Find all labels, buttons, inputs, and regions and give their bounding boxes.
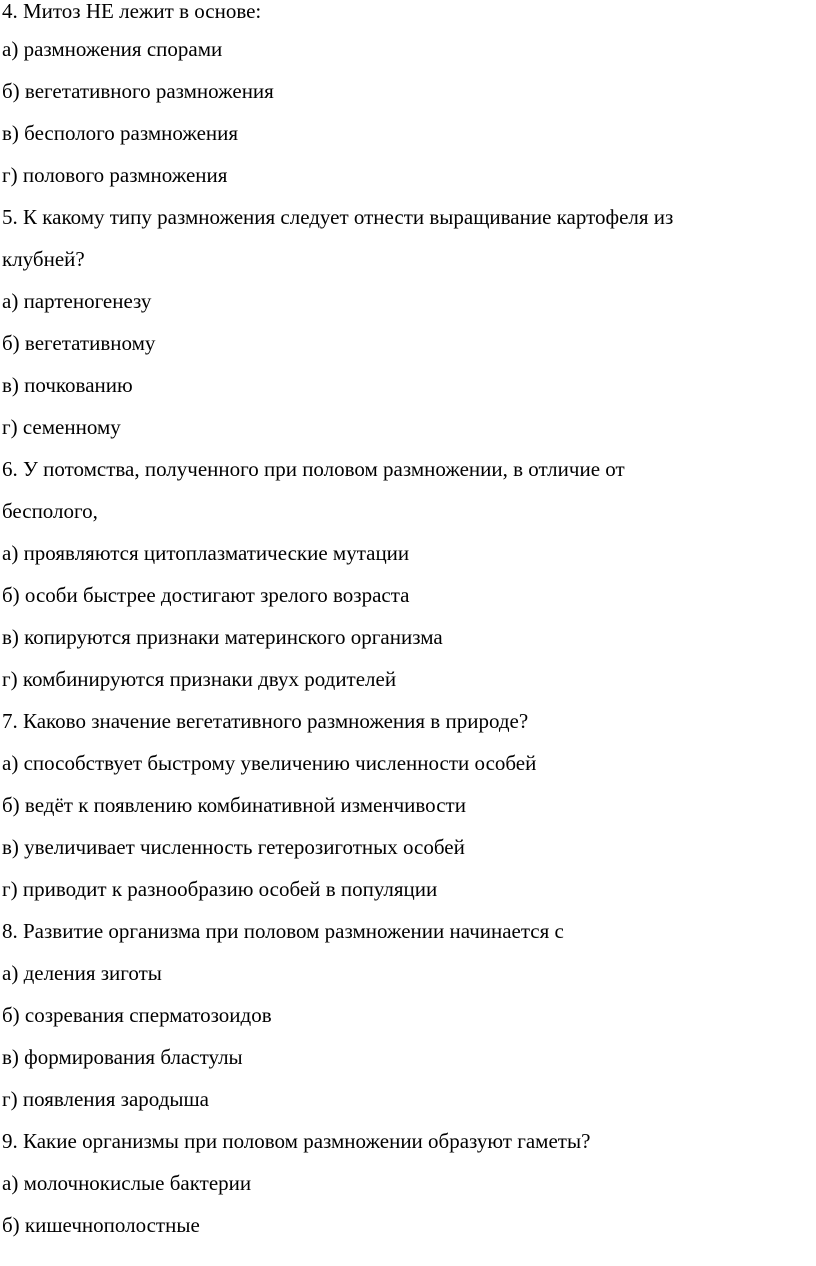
- question-7-option-a: а) способствует быстрому увеличению численности особей: [2, 751, 537, 775]
- question-8-text: 8. Развитие организма при половом размножении начинается с: [2, 919, 564, 943]
- question-6-option-d: г) комбинируются признаки двух родителей: [2, 667, 397, 691]
- question-6-option-c: в) копируются признаки материнского организма: [2, 625, 443, 649]
- question-9-option-b: б) кишечнополостные: [2, 1213, 200, 1237]
- question-4-option-a: а) размножения спорами: [2, 37, 223, 61]
- question-5-option-c: в) почкованию: [2, 373, 133, 397]
- question-4-text: 4. Митоз НЕ лежит в основе:: [2, 0, 262, 23]
- question-5-option-d: г) семенному: [2, 415, 121, 439]
- question-4-option-b: б) вегетативного размножения: [2, 79, 274, 103]
- question-8-option-a: а) деления зиготы: [2, 961, 162, 985]
- question-6-option-b: б) особи быстрее достигают зрелого возраста: [2, 583, 410, 607]
- question-5-option-b: б) вегетативному: [2, 331, 156, 355]
- question-4-option-c: в) бесполого размножения: [2, 121, 239, 145]
- question-6-text-continued: бесполого,: [2, 499, 98, 523]
- question-7-option-d: г) приводит к разнообразию особей в популяции: [2, 877, 438, 901]
- question-6-text: 6. У потомства, полученного при половом размножении, в отличие от: [2, 457, 625, 481]
- question-8-option-d: г) появления зародыша: [2, 1087, 209, 1111]
- question-9-option-a: а) молочнокислые бактерии: [2, 1171, 252, 1195]
- question-5-text-continued: клубней?: [2, 247, 85, 271]
- question-9-text: 9. Какие организмы при половом размножении образуют гаметы?: [2, 1129, 591, 1153]
- question-7-option-c: в) увеличивает численность гетерозиготных особей: [2, 835, 465, 859]
- question-8-option-b: б) созревания сперматозоидов: [2, 1003, 272, 1027]
- question-8-option-c: в) формирования бластулы: [2, 1045, 243, 1069]
- question-7-text: 7. Каково значение вегетативного размножения в природе?: [2, 709, 529, 733]
- question-5-option-a: а) партеногенезу: [2, 289, 152, 313]
- question-7-option-b: б) ведёт к появлению комбинативной изменчивости: [2, 793, 466, 817]
- question-6-option-a: а) проявляются цитоплазматические мутации: [2, 541, 410, 565]
- question-4-option-d: г) полового размножения: [2, 163, 228, 187]
- question-5-text: 5. К какому типу размножения следует отнести выращивание картофеля из: [2, 205, 674, 229]
